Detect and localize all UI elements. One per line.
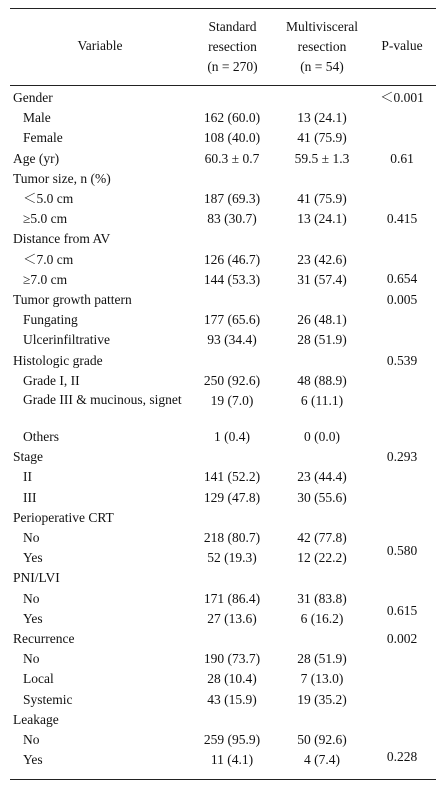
multivisceral-value: 41 (75.9) <box>297 130 347 146</box>
standard-value: 108 (40.0) <box>203 130 261 146</box>
header-standard: Standard resection (n = 270) <box>207 19 258 74</box>
table-row <box>10 330 436 350</box>
table-row <box>10 427 436 447</box>
row-label: Leakage <box>13 711 59 727</box>
row-label: Recurrence <box>13 631 75 646</box>
multivisceral-value: 30 (55.6) <box>297 489 347 505</box>
row-label: ≥7.0 cm <box>23 271 68 287</box>
table-row <box>10 229 436 249</box>
multivisceral-value: 6 (11.1) <box>300 393 344 408</box>
table-row <box>10 290 436 310</box>
p-value: 0.005 <box>386 292 418 307</box>
multivisceral-value: 19 (35.2) <box>297 691 347 707</box>
row-label: Tumor size, n (%) <box>13 170 111 186</box>
row-label: ≥5.0 cm <box>23 211 68 227</box>
standard-value: 27 (13.6) <box>207 610 257 626</box>
multivisceral-value: 13 (24.1) <box>297 110 347 126</box>
standard-value: 144 (53.3) <box>203 271 261 287</box>
row-label: ＜5.0 cm <box>23 191 74 206</box>
row-label: Fungating <box>23 312 78 328</box>
p-value: ＜0.001 <box>380 90 424 105</box>
pvalue-crt: 0.580 <box>386 543 418 558</box>
table-row <box>10 710 436 730</box>
row-label: Yes <box>23 752 43 768</box>
multivisceral-value: 31 (83.8) <box>297 590 347 606</box>
multivisceral-value: 28 (51.9) <box>297 332 347 348</box>
header-rule <box>10 85 436 86</box>
p-value: 0.539 <box>386 352 418 368</box>
header-pvalue: P-value <box>381 38 423 53</box>
row-label: No <box>23 732 40 747</box>
standard-value: 141 (52.2) <box>203 469 261 485</box>
header-multivisceral: Multivisceral resection (n = 54) <box>286 19 358 74</box>
standard-value: 1 (0.4) <box>214 429 250 444</box>
standard-value: 60.3 ± 0.7 <box>204 150 260 166</box>
p-value: 0.61 <box>390 150 414 166</box>
table-row <box>10 371 436 391</box>
standard-value: 187 (69.3) <box>203 191 261 206</box>
row-label: ＜7.0 cm <box>23 251 74 267</box>
multivisceral-value: 13 (24.1) <box>297 211 347 227</box>
table-row <box>10 629 436 649</box>
standard-value: 162 (60.0) <box>203 110 261 126</box>
table-row <box>10 690 436 710</box>
row-label: Yes <box>23 550 43 566</box>
row-label: Age (yr) <box>13 150 60 166</box>
pvalue-tumor-size: 0.415 <box>386 211 418 226</box>
row-label: III <box>23 489 37 505</box>
top-rule <box>10 8 436 9</box>
table-row <box>10 488 436 508</box>
row-label: Stage <box>13 449 43 465</box>
multivisceral-value: 23 (44.4) <box>297 469 347 485</box>
multivisceral-value: 59.5 ± 1.3 <box>294 150 350 166</box>
standard-value: 19 (7.0) <box>210 393 254 408</box>
row-label: Distance from AV <box>13 231 111 247</box>
table-row <box>10 108 436 128</box>
row-label: Local <box>23 671 54 687</box>
row-label: Gender <box>13 90 53 105</box>
multivisceral-value: 12 (22.2) <box>297 550 347 566</box>
table-row <box>10 250 436 270</box>
multivisceral-value: 4 (7.4) <box>304 752 340 768</box>
row-label: Perioperative CRT <box>13 509 114 525</box>
multivisceral-value: 28 (51.9) <box>297 651 347 667</box>
pvalue-leakage: 0.228 <box>386 749 418 764</box>
row-label: Tumor growth pattern <box>13 292 132 307</box>
standard-value: 93 (34.4) <box>207 332 257 348</box>
standard-value: 129 (47.8) <box>203 489 261 505</box>
multivisceral-value: 41 (75.9) <box>297 191 347 206</box>
pvalue-distance: 0.654 <box>386 271 418 286</box>
standard-value: 11 (4.1) <box>210 752 254 768</box>
row-label: No <box>23 651 40 667</box>
pvalue-pni: 0.615 <box>386 603 418 618</box>
table-row <box>10 669 436 689</box>
multivisceral-value: 0 (0.0) <box>304 429 340 444</box>
row-label: II <box>23 469 32 485</box>
standard-value: 126 (46.7) <box>203 251 261 267</box>
table-row <box>10 508 436 528</box>
multivisceral-value: 26 (48.1) <box>297 312 347 328</box>
row-label: Ulcerinfiltrative <box>23 332 110 348</box>
table-row <box>10 88 436 108</box>
multivisceral-value: 31 (57.4) <box>297 271 347 287</box>
row-label: Yes <box>23 610 43 626</box>
p-value: 0.002 <box>386 631 418 646</box>
header-variable: Variable <box>77 38 123 53</box>
multivisceral-value: 50 (92.6) <box>297 732 347 747</box>
p-value: 0.293 <box>386 449 418 465</box>
row-label: Others <box>23 429 59 444</box>
standard-value: 177 (65.6) <box>203 312 261 328</box>
standard-value: 171 (86.4) <box>203 590 261 606</box>
table-row <box>10 568 436 588</box>
multivisceral-value: 48 (88.9) <box>297 372 347 388</box>
table-row <box>10 447 436 467</box>
standard-value: 190 (73.7) <box>203 651 261 667</box>
standard-value: 259 (95.9) <box>203 732 261 747</box>
standard-value: 83 (30.7) <box>207 211 257 227</box>
row-label: Histologic grade <box>13 352 103 368</box>
table-row <box>10 169 436 189</box>
row-label: Female <box>23 130 63 146</box>
standard-value: 52 (19.3) <box>207 550 257 566</box>
standard-value: 43 (15.9) <box>207 691 257 707</box>
table-row <box>10 391 436 427</box>
row-label: No <box>23 590 40 606</box>
bottom-rule <box>10 779 436 780</box>
table-row <box>10 467 436 487</box>
row-label: Grade I, II <box>23 372 80 388</box>
table-row <box>10 128 436 148</box>
row-label: Male <box>23 110 51 126</box>
table-row <box>10 189 436 209</box>
standard-value: 28 (10.4) <box>207 671 257 687</box>
row-label: No <box>23 530 40 545</box>
multivisceral-value: 6 (16.2) <box>300 610 344 626</box>
row-label: Grade III & mucinous, signet <box>23 392 182 407</box>
multivisceral-value: 42 (77.8) <box>297 530 347 545</box>
table-row <box>10 351 436 371</box>
table-row <box>10 310 436 330</box>
multivisceral-value: 23 (42.6) <box>297 251 347 267</box>
row-label: PNI/LVI <box>13 570 60 586</box>
table-row <box>10 649 436 669</box>
standard-value: 218 (80.7) <box>203 530 261 545</box>
row-label: Systemic <box>23 691 73 707</box>
standard-value: 250 (92.6) <box>203 372 261 388</box>
table-row <box>10 149 436 169</box>
multivisceral-value: 7 (13.0) <box>300 671 344 687</box>
